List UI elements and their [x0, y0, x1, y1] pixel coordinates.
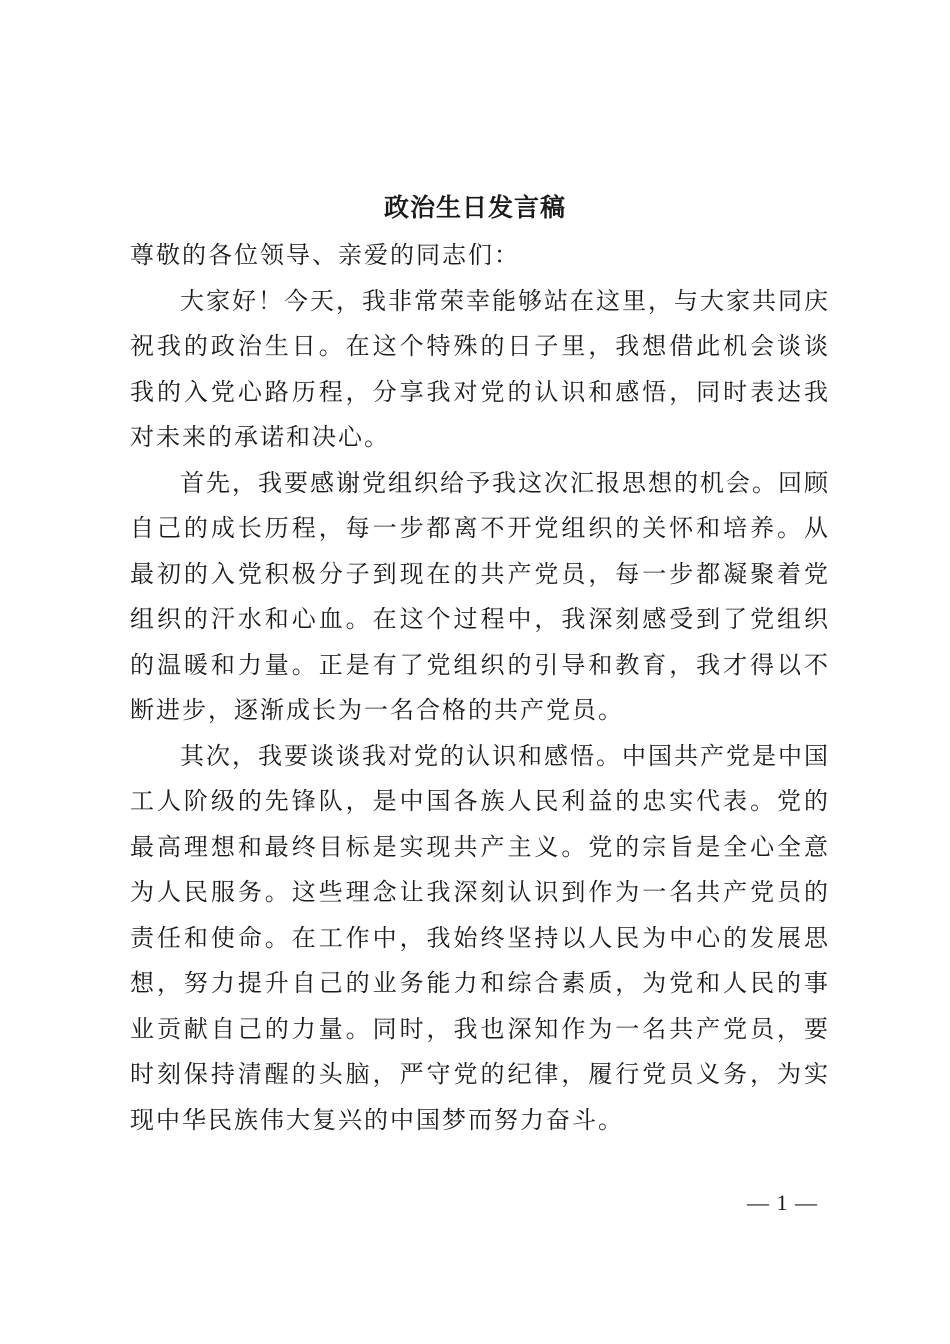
document-body: [130, 233, 830, 1143]
page-number: — 1 —: [747, 1190, 818, 1215]
document-title: 政治生日发言稿: [383, 193, 566, 222]
paragraph-understanding: 其次，我要谈谈我对党的认识和感悟。中国共产党是中国工人阶级的先锋队，是中国各族人民利益的忠实代表。党的最高理想和最终目标是实现共产主义。党的宗旨是全心全意为人民服务。这些理念让我深刻认识到作为一名共产党员的责任和使命。在工作中，我始终坚持以人民为中心的发展思想，努力提升自己的业务能力和综合素质，为党和人民的事业贡献自己的力量。同时，我也深知作为一名共产党员，要时刻保持清醒的头脑，严守党的纪律，履行党员义务，为实现中华民族伟大复兴的中国梦而努力奋斗。: [130, 741, 830, 1134]
salutation: 尊敬的各位领导、亲爱的同志们：: [130, 241, 520, 269]
paragraph-greeting: 大家好！今天，我非常荣幸能够站在这里，与大家共同庆祝我的政治生日。在这个特殊的日子里，我想借此机会谈谈我的入党心路历程，分享我对党的认识和感悟，同时表达我对未来的承诺和决心。: [130, 286, 830, 451]
paragraph-gratitude: 首先，我要感谢党组织给予我这次汇报思想的机会。回顾自己的成长历程，每一步都离不开党组织的关怀和培养。从最初的入党积极分子到现在的共产党员，每一步都凝聚着党组织的汗水和心血。在这个过程中，我深刻感受到了党组织的温暖和力量。正是有了党组织的引导和教育，我才得以不断进步，逐渐成长为一名合格的共产党员。: [130, 468, 830, 724]
